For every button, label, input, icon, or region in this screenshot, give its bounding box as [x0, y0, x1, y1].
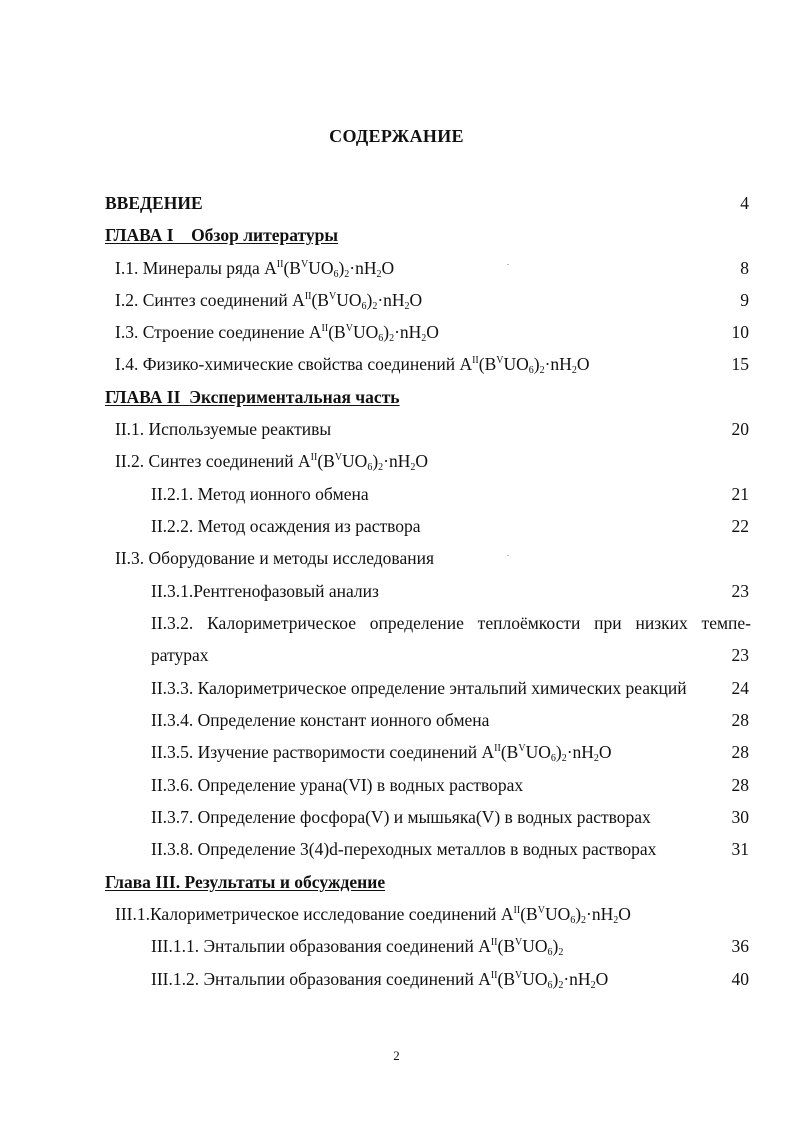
toc-entry-title: II.3.3. Калориметрическое определение энтальпий химических реакций [151, 678, 687, 698]
toc-entry-title: II.2.1. Метод ионного обмена [151, 484, 369, 504]
toc-page-number: 28 [731, 775, 749, 795]
toc-entry-title: II.3.2. Калориметрическое определение теплоёмкости при низких темпе- [151, 613, 751, 633]
scan-speck [507, 264, 509, 265]
toc-entry-2-3-2[interactable] [0, 607, 793, 639]
toc-entry-2-1[interactable] [0, 413, 793, 445]
page-number: 2 [393, 1048, 400, 1063]
toc-entry-title: II.3.1.Рентгенофазовый анализ [151, 581, 379, 601]
toc-page-number: 23 [731, 581, 749, 601]
toc-entry-title: II.2.2. Метод осаждения из раствора [151, 516, 421, 536]
toc-chapter-2[interactable] [0, 381, 793, 413]
toc-entry-1-1[interactable] [0, 252, 793, 284]
toc-page-number: 24 [731, 678, 749, 698]
toc-entry-title: I.2. Синтез соединений $A^{II}(B^VUO_6)_2\cdot nH_2O$ [115, 290, 423, 312]
toc-page-number: 28 [731, 742, 749, 762]
toc-page-number: 9 [740, 290, 749, 310]
toc-page-number: 21 [731, 484, 749, 504]
toc-entry-2-3-7[interactable] [0, 801, 793, 833]
toc-entry-2-3[interactable] [0, 542, 793, 574]
toc-chapter-title: ГЛАВА I Обзор литературы [105, 225, 339, 245]
toc-chapter-title: ГЛАВА II Экспериментальная часть [105, 387, 400, 407]
toc-entry-2-3-3[interactable] [0, 672, 793, 704]
toc-page-number: 8 [740, 258, 749, 278]
toc-entry-title: ратурах [151, 645, 209, 665]
toc-entry-2-2[interactable] [0, 445, 793, 477]
toc-entry-2-3-8[interactable] [0, 833, 793, 865]
toc-entry-title: II.1. Используемые реактивы [115, 419, 332, 439]
toc-entry-title: II.3. Оборудование и методы исследования [115, 548, 434, 568]
toc-page-number: 23 [731, 645, 749, 665]
toc-entry-introduction[interactable] [0, 187, 793, 219]
toc-entry-2-3-6[interactable] [0, 769, 793, 801]
toc-entry-title: II.3.6. Определение урана(VI) в водных растворах [151, 775, 524, 795]
toc-entry-1-4[interactable] [0, 348, 793, 380]
toc-entry-title: II.3.4. Определение констант ионного обмена [151, 710, 490, 730]
toc-entry-title: I.1. Минералы ряда $A^{II}(B^VUO_6)_2\cdot nH_2O$ [115, 258, 395, 280]
scan-speck [507, 555, 509, 556]
toc-page-number: 22 [731, 516, 749, 536]
toc-page-number: 28 [731, 710, 749, 730]
page-title: СОДЕРЖАНИЕ [329, 126, 464, 146]
toc-chapter-1[interactable] [0, 219, 793, 251]
toc-entry-1-3[interactable] [0, 316, 793, 348]
toc-entry-title: II.3.7. Определение фосфора(V) и мышьяка(V) в водных растворах [151, 807, 651, 827]
toc-page-number: 20 [731, 419, 749, 439]
toc-entry-title: II.3.8. Определение 3(4)d-переходных металлов в водных растворах [151, 839, 657, 859]
toc-chapter-3[interactable] [0, 866, 793, 898]
toc-page-number: 15 [731, 354, 749, 374]
toc-entry-title: II.2. Синтез соединений $A^{II}(B^VUO_6)_2\cdot nH_2O$ [115, 451, 429, 473]
toc-entry-title: II.3.5. Изучение растворимости соединений $A^{II}(B^VUO_6)_2\cdot nH_2O$ [151, 742, 612, 764]
toc-entry-2-3-1[interactable] [0, 575, 793, 607]
toc-page-number: 36 [731, 936, 749, 956]
toc-entry-2-3-2-continued[interactable] [0, 639, 793, 671]
toc-entry-title: I.4. Физико-химические свойства соединений $A^{II}(B^VUO_6)_2\cdot nH_2O$ [115, 354, 590, 376]
toc-entry-title: III.1.2. Энтальпии образования соединений $A^{II}(B^VUO_6)_2\cdot nH_2O$ [151, 969, 609, 991]
toc-page-number: 4 [740, 193, 749, 213]
toc-entry-title: ВВЕДЕНИЕ [105, 193, 203, 213]
toc-entry-3-1[interactable] [0, 898, 793, 930]
toc-entry-title: III.1.1. Энтальпии образования соединений $A^{II}(B^VUO_6)_2$ [151, 936, 564, 958]
toc-page-number: 30 [731, 807, 749, 827]
toc-entry-2-3-4[interactable] [0, 704, 793, 736]
toc-entry-2-3-5[interactable] [0, 736, 793, 768]
toc-page-number: 40 [731, 969, 749, 989]
toc-entry-2-2-2[interactable] [0, 510, 793, 542]
toc-entry-title: III.1.Калориметрическое исследование соединений $A^{II}(B^VUO_6)_2\cdot nH_2O$ [115, 904, 631, 926]
toc-page-number: 31 [731, 839, 749, 859]
toc-entry-3-1-2[interactable] [0, 963, 793, 995]
toc-entry-2-2-1[interactable] [0, 478, 793, 510]
toc-entry-1-2[interactable] [0, 284, 793, 316]
toc-page-number: 10 [731, 322, 749, 342]
toc-entry-title: I.3. Строение соединение $A^{II}(B^VUO_6)_2\cdot nH_2O$ [115, 322, 439, 344]
toc-chapter-title: Глава III. Результаты и обсуждение [105, 872, 386, 892]
toc-entry-3-1-1[interactable] [0, 930, 793, 962]
